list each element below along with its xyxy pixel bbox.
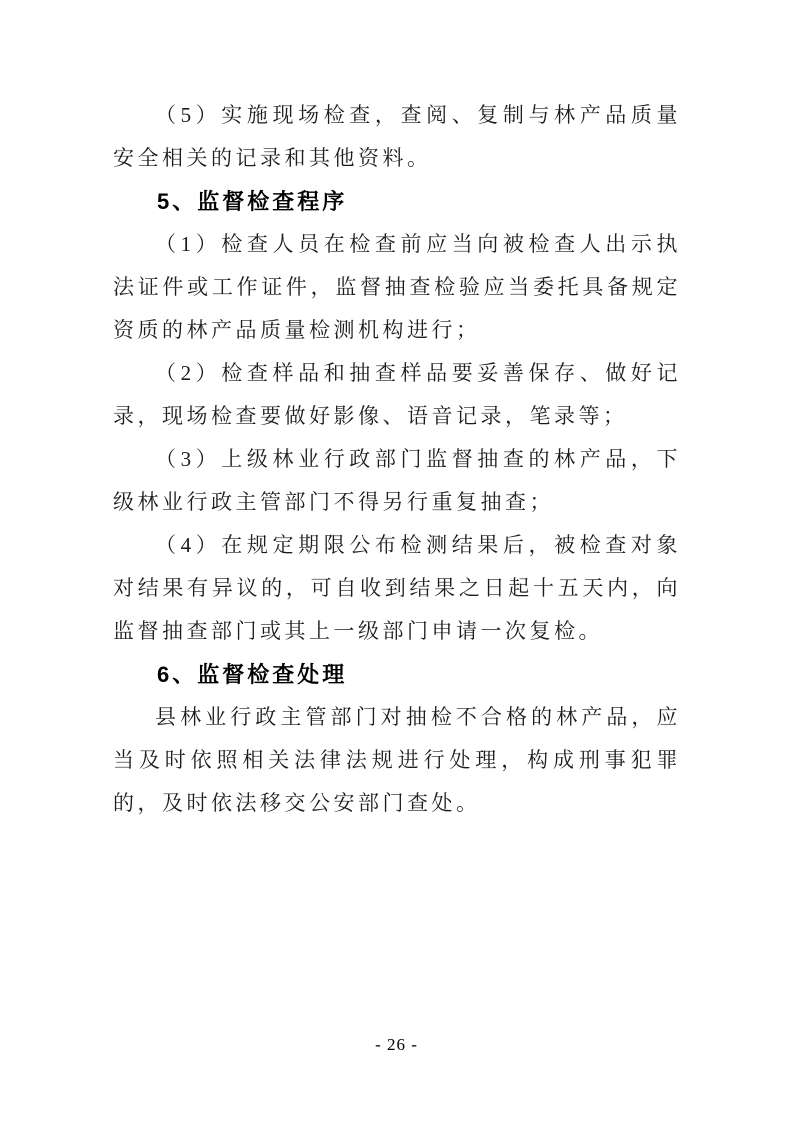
section-heading-5-inspection-procedure: 5、监督检查程序 <box>157 189 348 214</box>
paragraph-procedure-2: （2）检查样品和抽查样品要妥善保存、做好记录，现场检查要做好影像、语音记录，笔录等； <box>113 361 681 428</box>
paragraph-procedure-4: （4）在规定期限公布检测结果后，被检查对象对结果有异议的，可自收到结果之日起十五天内，向监督抽查部门或其上一级部门申请一次复检。 <box>113 533 681 643</box>
document-body <box>113 94 681 825</box>
paragraph-handling: 县林业行政主管部门对抽检不合格的林产品，应当及时依照相关法律法规进行处理，构成刑事犯罪的，及时依法移交公安部门查处。 <box>113 705 681 815</box>
page-number: - 26 - <box>375 1035 418 1054</box>
paragraph-item-5-scope: （5）实施现场检查，查阅、复制与林产品质量安全相关的记录和其他资料。 <box>113 103 681 170</box>
page-footer <box>0 1035 793 1055</box>
section-heading-6-inspection-handling: 6、监督检查处理 <box>157 662 348 687</box>
paragraph-procedure-1: （1）检查人员在检查前应当向被检查人出示执法证件或工作证件，监督抽查检验应当委托具备规定资质的林产品质量检测机构进行； <box>113 232 681 342</box>
paragraph-procedure-3: （3）上级林业行政部门监督抽查的林产品，下级林业行政主管部门不得另行重复抽查； <box>113 447 681 514</box>
